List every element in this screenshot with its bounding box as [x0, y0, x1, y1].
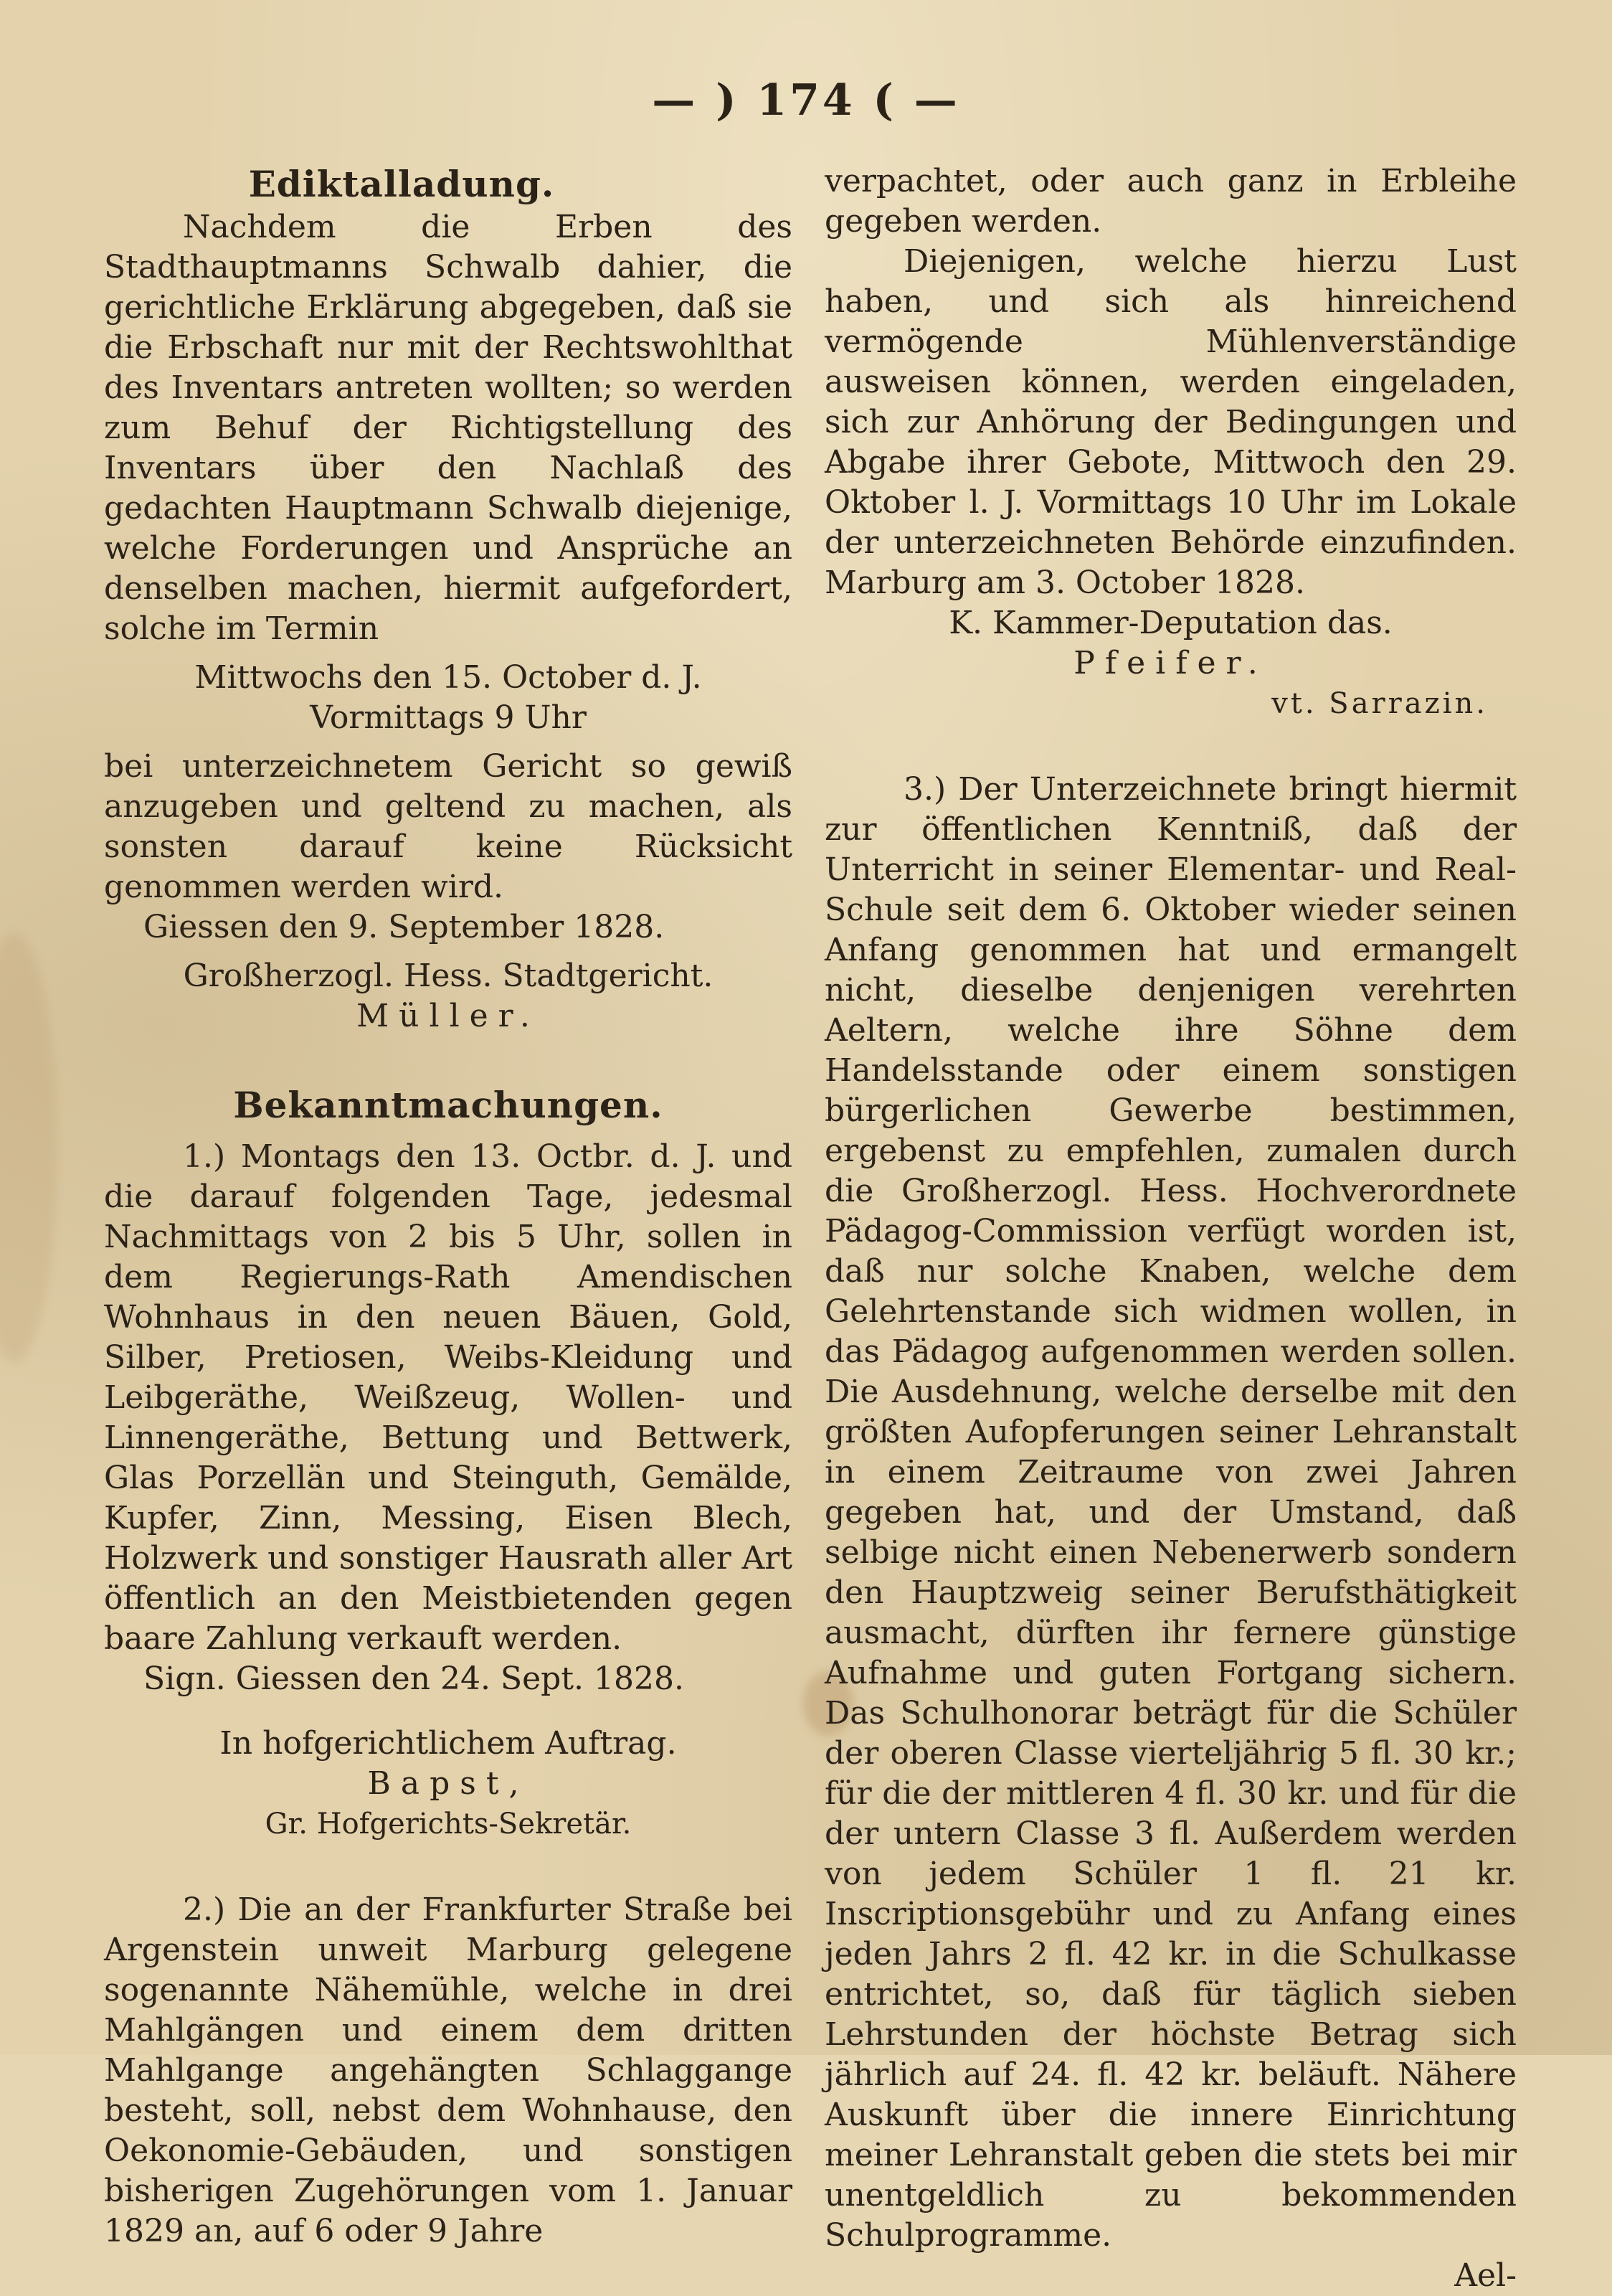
announcement-2-signer: Pfeifer.: [1073, 645, 1268, 681]
edict-date: Mittwochs den 15. October d. J. Vormittags 9 Uhr: [194, 659, 702, 736]
right-column: [825, 161, 1517, 2296]
announcement-2-continued: verpachtet, oder auch ganz in Erbleihe gegeben werden.: [825, 163, 1517, 240]
announcement-1-title: Gr. Hofgerichts-Sekretär.: [265, 1808, 632, 1841]
announcements-heading: Bekanntmachungen.: [233, 1084, 663, 1126]
edict-court: Großherzogl. Hess. Stadtgericht.: [183, 958, 713, 994]
announcement-1-commission: In hofgerichtlichem Auftrag.: [219, 1725, 677, 1762]
edict-place-date: Giessen den 9. September 1828.: [143, 909, 665, 945]
announcement-1-sign: Sign. Giessen den 24. Sept. 1828.: [143, 1660, 684, 1697]
announcement-2: 2.) Die an der Frankfurter Straße bei Argenstein unweit Marburg gelegene sogenannte Nähemühle, welche in drei Mahlgängen und einem dem dritten Mahlgange angehängten Schlaggange besteht, soll, nebst dem Wohnhause, den Oekonomie-Gebäuden, und sonstigen bisherigen Zugehörungen vom 1. Januar 1829 an, auf 6 oder 9 Jahre: [104, 1891, 792, 2249]
page-number-header: — ) 174 ( —: [652, 75, 960, 126]
edict-body: Nachdem die Erben des Stadthauptmanns Schwalb dahier, die gerichtliche Erklärung abgegeben, daß sie die Erbschaft nur mit der Rechtswohlthat des Inventars antreten wollten; so werden zum Behuf der Richtigstellung des Inventars über den Nachlaß des gedachten Hauptmann Schwalb diejenige, welche Forderungen und Ansprüche an denselben machen, hiermit aufgefordert, solche im Termin: [104, 209, 792, 647]
announcement-1: 1.) Montags den 13. Octbr. d. J. und die darauf folgenden Tage, jedesmal Nachmittags von 2 bis 5 Uhr, sollen in dem Regierungs-Rath Amendischen Wohnhaus in den neuen Bäuen, Gold, Silber, Pretiosen, Weibs-Kleidung und Leibgeräthe, Weißzeug, Wollen- und Linnengeräthe, Bettung und Bettwerk, Glas Porzellän und Steinguth, Gemälde, Kupfer, Zinn, Messing, Eisen Blech, Holzwerk und sonstiger Hausrath aller Art öffentlich an den Meistbietenden gegen baare Zahlung verkauft werden.: [104, 1138, 792, 1657]
announcement-2-cosigner: vt. Sarrazin.: [1271, 687, 1488, 720]
edict-signer: Müller.: [356, 998, 540, 1034]
edict-body-continued: bei unterzeichnetem Gericht so gewiß anzugeben und geltend zu machen, als sonsten darauf keine Rücksicht genommen werden wird.: [104, 748, 792, 905]
announcement-2-body: Diejenigen, welche hierzu Lust haben, und sich als hinreichend vermögende Mühlenverständige ausweisen können, werden eingeladen, sich zur Anhörung der Bedingungen und Abgabe ihrer Gebote, Mittwoch den 29. Oktober l. J. Vormittags 10 Uhr im Lokale der unterzeichneten Behörde einzufinden. Marburg am 3. October 1828.: [825, 243, 1517, 601]
announcement-2-authority: K. Kammer-Deputation das.: [949, 605, 1393, 641]
announcement-3: 3.) Der Unterzeichnete bringt hiermit zur öffentlichen Kenntniß, daß der Unterricht in seiner Elementar- und Real-Schule seit dem 6. Oktober wieder seinen Anfang genommen hat und ermangelt nicht, dieselbe denjenigen verehrten Aeltern, welche ihre Söhne dem Handelsstande oder einem sonstigen bürgerlichen Gewerbe bestimmen, ergebenst zu empfehlen, zumalen durch die Großherzogl. Hess. Hochverordnete Pädagog-Commission verfügt worden ist, daß nur solche Knaben, welche dem Gelehrtenstande sich widmen wollen, in das Pädagog aufgenommen werden sollen. Die Ausdehnung, welche derselbe mit den größten Aufopferungen seiner Lehranstalt in einem Zeitraume von zwei Jahren gegeben hat, und der Umstand, daß selbige nicht einen Nebenerwerb sondern den Hauptzweig seiner Berufsthätigkeit ausmacht, dürften ihr fernere günstige Aufnahme und guten Fortgang sichern. Das Schulhonorar beträgt für die Schüler der oberen Classe vierteljährig 5 fl. 30 kr.; für die der mittleren 4 fl. 30 kr. und für die der untern Classe 3 fl. Außerdem werden von jedem Schüler 1 fl. 21 kr. Inscriptionsgebühr und zu Anfang eines jeden Jahrs 2 fl. 42 kr. in die Schulkasse entrichtet, so, daß für täglich sieben Lehrstunden der höchste Betrag sich jährlich auf 24. fl. 42 kr. beläuft. Nähere Auskunft über die innere Einrichtung meiner Lehranstalt geben die stets bei mir unentgeldlich zu bekommenden Schulprogramme.: [825, 771, 1517, 2254]
catchword: Ael-: [1454, 2257, 1517, 2294]
left-column: [104, 161, 792, 2252]
edict-heading: Ediktalladung.: [248, 163, 555, 205]
paper-stain: [0, 932, 57, 1363]
announcement-1-signer: Bapst,: [367, 1765, 529, 1802]
